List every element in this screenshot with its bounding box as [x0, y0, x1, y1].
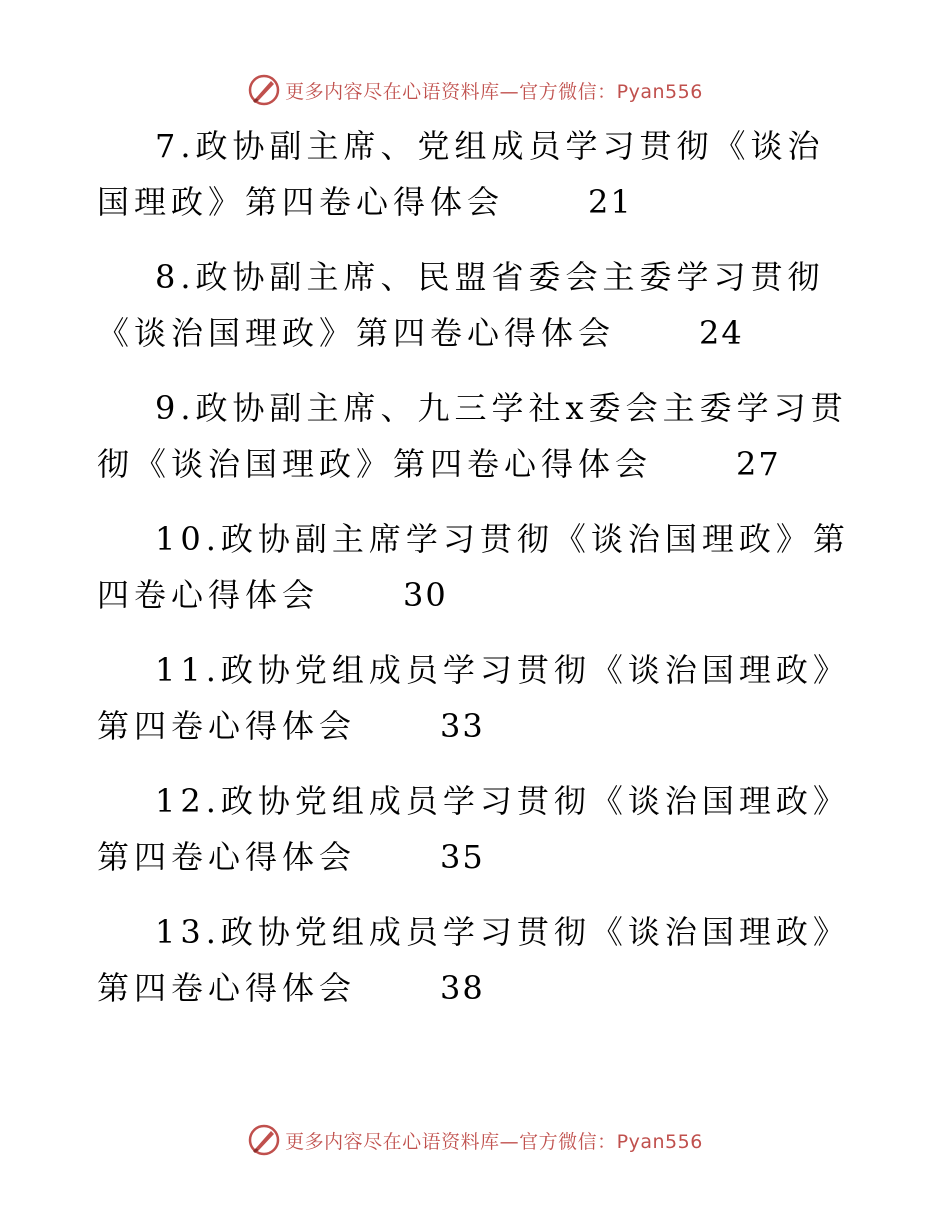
- table-of-contents: [97, 118, 857, 1035]
- toc-entry-title: 13.政协党组成员学习贯彻《谈治国理政》第四卷心得体会: [97, 913, 850, 1007]
- watermark-text: 更多内容尽在心语资料库—官方微信：Pyan556: [285, 80, 703, 103]
- pen-logo-icon: [247, 1123, 281, 1157]
- toc-entry[interactable]: [97, 118, 857, 230]
- pen-logo-icon: [247, 73, 281, 107]
- toc-entry-page: 35: [440, 838, 485, 876]
- toc-entry-title: 10.政协副主席学习贯彻《谈治国理政》第四卷心得体会: [97, 520, 850, 614]
- toc-entry[interactable]: [97, 380, 857, 492]
- toc-entry-title: 9.政协副主席、九三学社x委会主委学习贯彻《谈治国理政》第四卷心得体会: [97, 389, 848, 483]
- toc-entry-title: 8.政协副主席、民盟省委会主委学习贯彻《谈治国理政》第四卷心得体会: [97, 258, 825, 352]
- toc-entry-page: 21: [588, 183, 633, 221]
- toc-entry-page: 33: [440, 707, 485, 745]
- toc-entry-page: 27: [736, 445, 781, 483]
- toc-entry-title: 12.政协党组成员学习贯彻《谈治国理政》第四卷心得体会: [97, 782, 850, 876]
- toc-entry[interactable]: [97, 249, 857, 361]
- header-watermark: [0, 70, 950, 110]
- toc-entry-page: 24: [699, 314, 744, 352]
- watermark-text: 更多内容尽在心语资料库—官方微信：Pyan556: [285, 1130, 703, 1153]
- toc-entry[interactable]: [97, 773, 857, 885]
- toc-entry-title: 7.政协副主席、党组成员学习贯彻《谈治国理政》第四卷心得体会: [97, 127, 825, 221]
- toc-entry[interactable]: [97, 511, 857, 623]
- toc-entry[interactable]: [97, 904, 857, 1016]
- toc-entry-title: 11.政协党组成员学习贯彻《谈治国理政》第四卷心得体会: [97, 651, 850, 745]
- toc-entry-page: 38: [440, 969, 485, 1007]
- footer-watermark: [0, 1120, 950, 1160]
- toc-entry-page: 30: [403, 576, 448, 614]
- toc-entry[interactable]: [97, 642, 857, 754]
